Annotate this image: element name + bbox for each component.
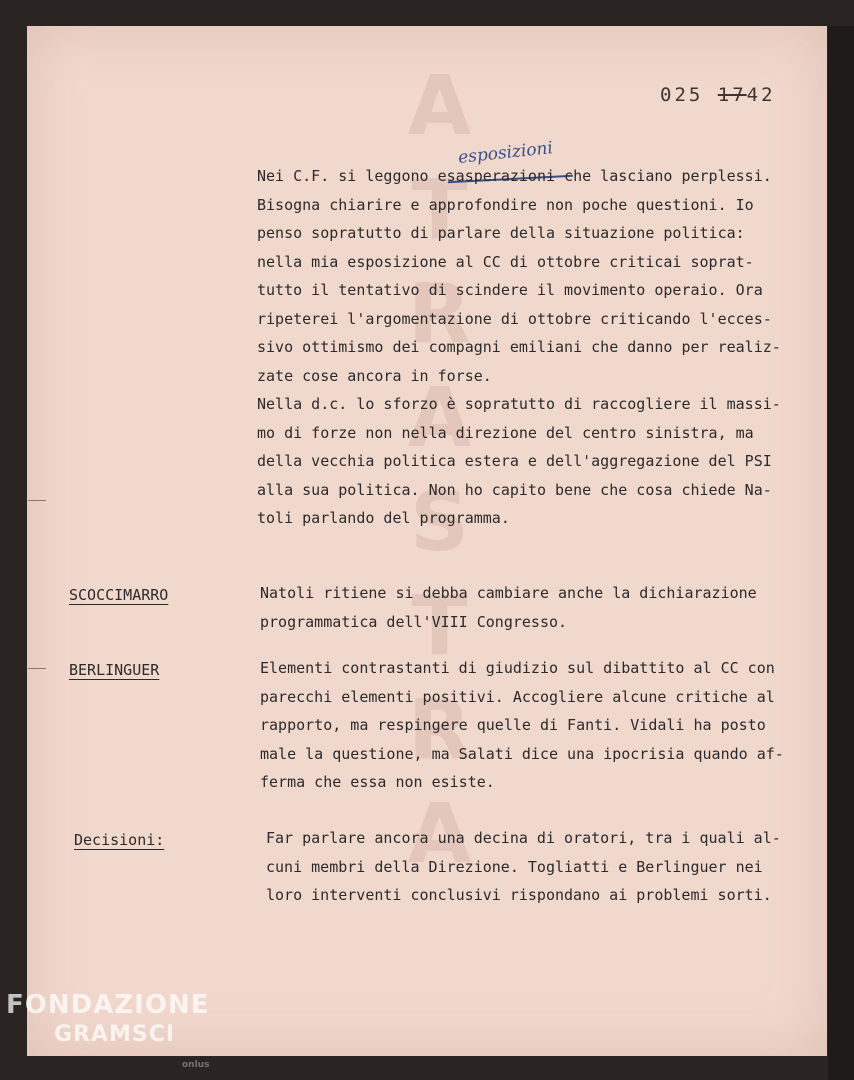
watermark-letter: A xyxy=(407,371,472,466)
watermark-letter: A xyxy=(407,59,472,154)
margin-mark xyxy=(28,668,46,669)
watermark-letter: S xyxy=(409,475,470,570)
logo-line-2: GRAMSCI xyxy=(54,1022,176,1047)
scan-edge xyxy=(828,26,854,1080)
logo-line-1: FONDAZIONE xyxy=(6,990,210,1020)
speaker-statement: Natoli ritiene si debba cambiare anche la dichiarazione programmatica dell'VIII Congresso. xyxy=(260,584,757,631)
decisions-label: Decisioni: xyxy=(74,831,165,849)
watermark-letter: R xyxy=(407,267,472,362)
speaker-berlinguer: BERLINGUER xyxy=(69,661,160,679)
document-number-prefix: 025 xyxy=(660,84,704,106)
handwritten-correction: esposizioni xyxy=(457,138,554,168)
speaker-statement: Elementi contrastanti di giudizio sul dibattito al CC con parecchi elementi positivi. Accogliere alcune critiche al rapporto, ma respingere quelle di Fanti. Vidali ha posto male la questione, ma Salati dice una ipocrisia quando af- ferma che essa non esiste. xyxy=(260,659,784,791)
watermark-letter: R xyxy=(407,683,472,778)
watermark-letter: T xyxy=(411,163,468,258)
decisions-text: Far parlare ancora una decina di oratori, tra i quali al- cuni membri della Direzione. Togliatti e Berlinguer nei loro interventi conclusivi rispondano ai problemi sorti. xyxy=(266,829,781,904)
document-number xyxy=(660,84,776,106)
intro-paragraph: Nei C.F. si leggono esasperazioni che lasciano perplessi. Bisogna chiarire e approfondire non poche questioni. Io penso sopratutto di parlare della situazione politica: nella mia esposizione al CC di ottobre criticai soprat- tutto il tentativo di scindere il movimento operaio. Ora ripeterei l'argomentazione di ottobre criticando l'ecces- sivo ottimismo dei compagni emiliani che danno per realiz- zate cose ancora in forse. Nella d.c. lo sforzo è sopratutto di raccogliere il massi- mo di forze non nella direzione del centro sinistra, ma della vecchia politica estera e dell'aggregazione del PSI alla sua politica. Non ho capito bene che cosa chiede Na- toli parlando del programma. xyxy=(257,167,781,527)
document-number-struck: 17 xyxy=(717,84,747,106)
watermark-letter: A xyxy=(407,787,472,882)
fondazione-gramsci-logo xyxy=(6,990,210,1070)
document-number-suffix: 42 xyxy=(746,84,776,106)
speaker-scoccimarro: SCOCCIMARRO xyxy=(69,586,169,604)
watermark-letter: T xyxy=(411,579,468,674)
logo-line-3: onlus xyxy=(182,1060,210,1070)
margin-mark xyxy=(28,500,46,501)
